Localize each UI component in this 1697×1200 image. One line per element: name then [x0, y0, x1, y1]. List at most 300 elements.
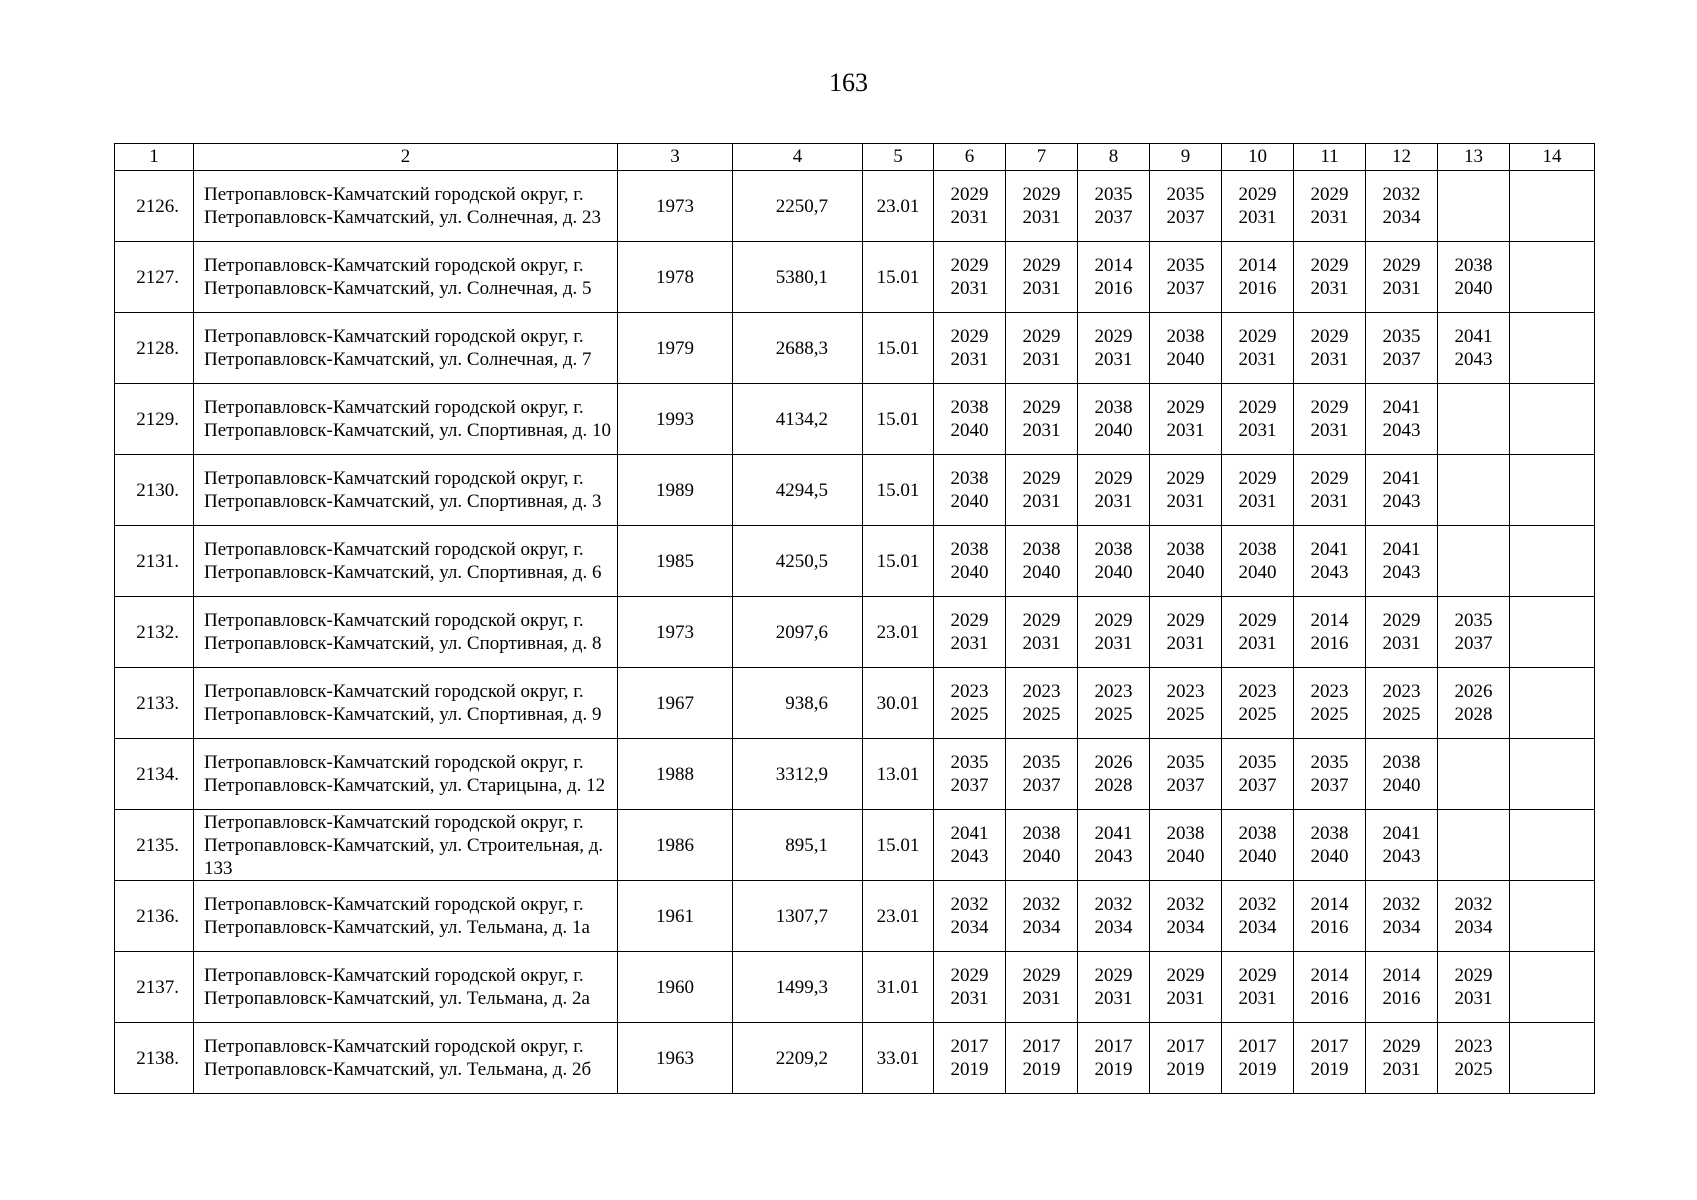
period-cell [1510, 313, 1595, 384]
period-end: 2031 [1310, 207, 1349, 228]
period-start: 2029 [1166, 468, 1205, 489]
year-cell: 1961 [618, 881, 733, 952]
period-cell [1078, 242, 1150, 313]
period-cell [934, 668, 1006, 739]
period-cell [1294, 952, 1366, 1023]
period-start: 2035 [1454, 610, 1493, 631]
period-end: 2031 [1310, 278, 1349, 299]
period-start: 2041 [1382, 397, 1421, 418]
period-end: 2034 [1022, 917, 1061, 938]
period-end: 2043 [1382, 491, 1421, 512]
row-number: 2132. [115, 597, 194, 668]
period-end: 2025 [1454, 1059, 1493, 1080]
period-end: 2031 [1238, 633, 1277, 654]
period-cell [1078, 810, 1150, 881]
period-start: 2038 [1022, 823, 1061, 844]
period-start: 2032 [1166, 894, 1205, 915]
period-start: 2029 [1238, 326, 1277, 347]
period-cell [1078, 668, 1150, 739]
period-start: 2032 [1238, 894, 1277, 915]
period-cell [1222, 313, 1294, 384]
period-cell [1510, 668, 1595, 739]
period-cell [1510, 242, 1595, 313]
period-end: 2031 [1310, 420, 1349, 441]
period-cell [1150, 1023, 1222, 1094]
period-cell [1006, 1023, 1078, 1094]
period-start: 2023 [1310, 681, 1349, 702]
period-start: 2032 [1382, 184, 1421, 205]
address-cell: Петропавловск-Камчатский городской округ, г. Петропавловск-Камчатский, ул. Спортивная, д. 8 [194, 597, 618, 668]
area-cell: 4250,5 [733, 526, 863, 597]
period-end: 2031 [1310, 349, 1349, 370]
period-cell [1294, 597, 1366, 668]
period-cell [1438, 526, 1510, 597]
year-cell: 1978 [618, 242, 733, 313]
table-row [115, 597, 1595, 668]
period-cell [1006, 455, 1078, 526]
period-cell [1366, 810, 1438, 881]
column-number-9: 9 [1150, 144, 1222, 171]
period-end: 2031 [1238, 988, 1277, 1009]
area-cell: 2688,3 [733, 313, 863, 384]
code-cell: 15.01 [863, 384, 934, 455]
period-cell [1150, 526, 1222, 597]
period-cell [1366, 171, 1438, 242]
period-cell [1006, 668, 1078, 739]
period-start: 2017 [1094, 1036, 1133, 1057]
period-cell [1006, 171, 1078, 242]
period-cell [1006, 739, 1078, 810]
period-cell [1366, 455, 1438, 526]
period-end: 2034 [1166, 917, 1205, 938]
period-start: 2029 [1310, 184, 1349, 205]
period-cell [1510, 810, 1595, 881]
period-end: 2019 [1238, 1059, 1277, 1080]
period-end: 2043 [1382, 562, 1421, 583]
period-end: 2031 [1094, 988, 1133, 1009]
period-cell [1438, 597, 1510, 668]
period-start: 2029 [950, 326, 989, 347]
table-row [115, 952, 1595, 1023]
period-cell [934, 455, 1006, 526]
period-cell [934, 810, 1006, 881]
column-number-4: 4 [733, 144, 863, 171]
row-number: 2135. [115, 810, 194, 881]
period-start: 2029 [1454, 965, 1493, 986]
period-cell [1366, 1023, 1438, 1094]
period-cell [1438, 455, 1510, 526]
address-cell: Петропавловск-Камчатский городской округ, г. Петропавловск-Камчатский, ул. Тельмана, д. 2б [194, 1023, 618, 1094]
period-cell [1078, 739, 1150, 810]
period-cell [1222, 526, 1294, 597]
period-start: 2029 [1094, 610, 1133, 631]
period-end: 2031 [1022, 278, 1061, 299]
period-cell [1078, 881, 1150, 952]
year-cell: 1963 [618, 1023, 733, 1094]
period-start: 2014 [1094, 255, 1133, 276]
period-start: 2029 [1238, 965, 1277, 986]
table-body [115, 171, 1595, 1094]
period-start: 2029 [1382, 610, 1421, 631]
area-cell: 3312,9 [733, 739, 863, 810]
period-start: 2038 [1022, 539, 1061, 560]
address-cell: Петропавловск-Камчатский городской округ, г. Петропавловск-Камчатский, ул. Тельмана, д. 2а [194, 952, 618, 1023]
period-end: 2031 [1238, 491, 1277, 512]
period-end: 2040 [950, 491, 989, 512]
code-cell: 13.01 [863, 739, 934, 810]
period-start: 2029 [1022, 326, 1061, 347]
period-cell [1006, 526, 1078, 597]
period-end: 2031 [1238, 207, 1277, 228]
column-number-row [115, 144, 1595, 171]
period-cell [1366, 597, 1438, 668]
period-cell [1078, 313, 1150, 384]
period-cell [1150, 455, 1222, 526]
code-cell: 23.01 [863, 597, 934, 668]
period-cell [1438, 171, 1510, 242]
period-start: 2017 [1022, 1036, 1061, 1057]
area-cell: 2209,2 [733, 1023, 863, 1094]
table-row [115, 810, 1595, 881]
period-cell [934, 952, 1006, 1023]
period-end: 2019 [1022, 1059, 1061, 1080]
period-end: 2031 [1166, 491, 1205, 512]
period-cell [1078, 455, 1150, 526]
row-number: 2127. [115, 242, 194, 313]
period-cell [1438, 810, 1510, 881]
period-end: 2016 [1094, 278, 1133, 299]
period-end: 2031 [950, 278, 989, 299]
period-cell [1510, 952, 1595, 1023]
column-number-11: 11 [1294, 144, 1366, 171]
period-start: 2032 [950, 894, 989, 915]
period-start: 2038 [950, 539, 989, 560]
period-end: 2034 [1382, 207, 1421, 228]
period-cell [1510, 455, 1595, 526]
period-end: 2037 [1454, 633, 1493, 654]
period-end: 2025 [1310, 704, 1349, 725]
period-start: 2038 [1238, 539, 1277, 560]
period-cell [1222, 810, 1294, 881]
period-end: 2031 [1310, 491, 1349, 512]
area-cell: 5380,1 [733, 242, 863, 313]
period-end: 2040 [1094, 420, 1133, 441]
code-cell: 15.01 [863, 313, 934, 384]
period-start: 2023 [1382, 681, 1421, 702]
period-start: 2029 [1310, 468, 1349, 489]
table-row [115, 881, 1595, 952]
period-end: 2019 [1094, 1059, 1133, 1080]
year-cell: 1986 [618, 810, 733, 881]
code-cell: 30.01 [863, 668, 934, 739]
period-end: 2031 [950, 988, 989, 1009]
period-end: 2016 [1310, 633, 1349, 654]
period-cell [934, 384, 1006, 455]
period-cell [1150, 668, 1222, 739]
period-start: 2029 [950, 255, 989, 276]
period-start: 2029 [1310, 255, 1349, 276]
code-cell: 15.01 [863, 455, 934, 526]
column-number-13: 13 [1438, 144, 1510, 171]
period-end: 2028 [1454, 704, 1493, 725]
period-start: 2041 [1454, 326, 1493, 347]
period-start: 2017 [1166, 1036, 1205, 1057]
period-cell [1366, 384, 1438, 455]
period-cell [1222, 739, 1294, 810]
period-cell [1150, 597, 1222, 668]
period-start: 2029 [1382, 255, 1421, 276]
period-start: 2023 [1166, 681, 1205, 702]
period-end: 2025 [1022, 704, 1061, 725]
period-start: 2035 [950, 752, 989, 773]
period-cell [1222, 1023, 1294, 1094]
address-cell: Петропавловск-Камчатский городской округ, г. Петропавловск-Камчатский, ул. Солнечная, д. 7 [194, 313, 618, 384]
period-end: 2040 [950, 420, 989, 441]
row-number: 2126. [115, 171, 194, 242]
period-start: 2038 [1238, 823, 1277, 844]
period-start: 2023 [1238, 681, 1277, 702]
period-cell [1222, 384, 1294, 455]
period-cell [1294, 313, 1366, 384]
period-cell [1366, 881, 1438, 952]
period-end: 2031 [1382, 278, 1421, 299]
period-cell [1510, 881, 1595, 952]
column-number-2: 2 [194, 144, 618, 171]
period-start: 2038 [1166, 326, 1205, 347]
period-start: 2029 [1238, 184, 1277, 205]
row-number: 2137. [115, 952, 194, 1023]
row-number: 2131. [115, 526, 194, 597]
period-end: 2031 [1238, 420, 1277, 441]
period-start: 2023 [950, 681, 989, 702]
period-start: 2038 [950, 468, 989, 489]
period-cell [1006, 952, 1078, 1023]
year-cell: 1973 [618, 597, 733, 668]
period-start: 2041 [1382, 468, 1421, 489]
period-end: 2016 [1382, 988, 1421, 1009]
period-start: 2029 [950, 610, 989, 631]
period-cell [934, 881, 1006, 952]
period-start: 2032 [1094, 894, 1133, 915]
year-cell: 1960 [618, 952, 733, 1023]
period-start: 2041 [1094, 823, 1133, 844]
period-cell [1078, 526, 1150, 597]
period-end: 2043 [1310, 562, 1349, 583]
period-end: 2031 [950, 207, 989, 228]
period-end: 2040 [1166, 846, 1205, 867]
code-cell: 23.01 [863, 171, 934, 242]
period-end: 2043 [950, 846, 989, 867]
period-start: 2014 [1310, 894, 1349, 915]
year-cell: 1967 [618, 668, 733, 739]
period-cell [1366, 739, 1438, 810]
period-cell [934, 739, 1006, 810]
period-end: 2031 [1166, 988, 1205, 1009]
period-start: 2038 [1310, 823, 1349, 844]
period-end: 2025 [1238, 704, 1277, 725]
period-cell [1222, 952, 1294, 1023]
period-end: 2043 [1094, 846, 1133, 867]
period-cell [934, 1023, 1006, 1094]
period-end: 2040 [1238, 846, 1277, 867]
address-cell: Петропавловск-Камчатский городской округ, г. Петропавловск-Камчатский, ул. Старицына, д. 12 [194, 739, 618, 810]
period-cell [1294, 810, 1366, 881]
period-cell [1510, 384, 1595, 455]
period-end: 2037 [1166, 775, 1205, 796]
period-cell [1294, 668, 1366, 739]
period-cell [1150, 171, 1222, 242]
period-start: 2029 [950, 965, 989, 986]
registry-table [114, 143, 1595, 1094]
table-row [115, 313, 1595, 384]
period-start: 2041 [1382, 539, 1421, 560]
period-start: 2029 [1094, 326, 1133, 347]
period-end: 2034 [1094, 917, 1133, 938]
code-cell: 33.01 [863, 1023, 934, 1094]
period-cell [1150, 810, 1222, 881]
period-start: 2029 [1022, 965, 1061, 986]
address-cell: Петропавловск-Камчатский городской округ, г. Петропавловск-Камчатский, ул. Солнечная, д. 5 [194, 242, 618, 313]
period-end: 2025 [1094, 704, 1133, 725]
period-end: 2034 [1238, 917, 1277, 938]
code-cell: 23.01 [863, 881, 934, 952]
period-cell [1006, 313, 1078, 384]
period-start: 2035 [1094, 184, 1133, 205]
period-cell [1294, 455, 1366, 526]
period-start: 2017 [1238, 1036, 1277, 1057]
table-row [115, 455, 1595, 526]
period-end: 2037 [1310, 775, 1349, 796]
period-end: 2037 [1382, 349, 1421, 370]
code-cell: 15.01 [863, 526, 934, 597]
period-cell [1366, 668, 1438, 739]
period-end: 2040 [1166, 562, 1205, 583]
period-start: 2023 [1022, 681, 1061, 702]
period-cell [1222, 668, 1294, 739]
row-number: 2129. [115, 384, 194, 455]
column-number-12: 12 [1366, 144, 1438, 171]
period-start: 2035 [1238, 752, 1277, 773]
period-end: 2031 [1022, 420, 1061, 441]
address-cell: Петропавловск-Камчатский городской округ, г. Петропавловск-Камчатский, ул. Спортивная, д. 10 [194, 384, 618, 455]
period-cell [1150, 952, 1222, 1023]
period-start: 2038 [1454, 255, 1493, 276]
column-number-8: 8 [1078, 144, 1150, 171]
period-end: 2031 [1022, 633, 1061, 654]
area-cell: 4294,5 [733, 455, 863, 526]
year-cell: 1989 [618, 455, 733, 526]
period-end: 2031 [1022, 491, 1061, 512]
address-cell: Петропавловск-Камчатский городской округ, г. Петропавловск-Камчатский, ул. Спортивная, д. 9 [194, 668, 618, 739]
period-cell [1294, 242, 1366, 313]
period-cell [1438, 1023, 1510, 1094]
period-end: 2031 [1382, 633, 1421, 654]
period-end: 2031 [950, 633, 989, 654]
period-start: 2032 [1454, 894, 1493, 915]
period-end: 2019 [950, 1059, 989, 1080]
period-end: 2028 [1094, 775, 1133, 796]
period-end: 2043 [1454, 349, 1493, 370]
period-cell [1438, 881, 1510, 952]
row-number: 2128. [115, 313, 194, 384]
period-cell [1294, 739, 1366, 810]
column-number-5: 5 [863, 144, 934, 171]
column-number-10: 10 [1222, 144, 1294, 171]
year-cell: 1979 [618, 313, 733, 384]
area-cell: 895,1 [733, 810, 863, 881]
period-start: 2014 [1382, 965, 1421, 986]
period-cell [1150, 881, 1222, 952]
period-cell [934, 597, 1006, 668]
period-cell [1510, 171, 1595, 242]
address-cell: Петропавловск-Камчатский городской округ, г. Петропавловск-Камчатский, ул. Спортивная, д. 3 [194, 455, 618, 526]
period-end: 2040 [1310, 846, 1349, 867]
period-start: 2029 [1238, 397, 1277, 418]
period-start: 2029 [1094, 965, 1133, 986]
table-row [115, 668, 1595, 739]
period-end: 2040 [950, 562, 989, 583]
period-start: 2029 [1022, 255, 1061, 276]
period-start: 2038 [1382, 752, 1421, 773]
period-end: 2025 [1382, 704, 1421, 725]
period-cell [1222, 597, 1294, 668]
period-cell [1222, 171, 1294, 242]
period-end: 2031 [1166, 420, 1205, 441]
code-cell: 15.01 [863, 810, 934, 881]
period-cell [1078, 952, 1150, 1023]
period-cell [1006, 881, 1078, 952]
period-cell [1366, 952, 1438, 1023]
period-start: 2029 [1310, 397, 1349, 418]
address-cell: Петропавловск-Камчатский городской округ, г. Петропавловск-Камчатский, ул. Солнечная, д. 23 [194, 171, 618, 242]
period-end: 2019 [1310, 1059, 1349, 1080]
period-end: 2031 [1022, 207, 1061, 228]
period-start: 2038 [950, 397, 989, 418]
column-number-7: 7 [1006, 144, 1078, 171]
period-cell [1150, 242, 1222, 313]
period-end: 2016 [1310, 917, 1349, 938]
period-end: 2034 [950, 917, 989, 938]
period-start: 2023 [1094, 681, 1133, 702]
code-cell: 15.01 [863, 242, 934, 313]
period-end: 2031 [1094, 491, 1133, 512]
table-row [115, 1023, 1595, 1094]
period-start: 2023 [1454, 1036, 1493, 1057]
period-cell [934, 313, 1006, 384]
period-end: 2040 [1022, 846, 1061, 867]
period-end: 2040 [1454, 278, 1493, 299]
period-cell [1150, 313, 1222, 384]
period-cell [934, 526, 1006, 597]
period-cell [1006, 597, 1078, 668]
period-end: 2037 [1022, 775, 1061, 796]
year-cell: 1988 [618, 739, 733, 810]
period-start: 2029 [1166, 397, 1205, 418]
period-end: 2025 [950, 704, 989, 725]
period-start: 2029 [1238, 610, 1277, 631]
period-cell [1222, 242, 1294, 313]
row-number: 2134. [115, 739, 194, 810]
period-end: 2040 [1166, 349, 1205, 370]
period-end: 2031 [1022, 988, 1061, 1009]
table-row [115, 171, 1595, 242]
period-end: 2037 [1166, 207, 1205, 228]
period-start: 2029 [1022, 184, 1061, 205]
period-cell [1222, 455, 1294, 526]
column-number-1: 1 [115, 144, 194, 171]
area-cell: 4134,2 [733, 384, 863, 455]
period-end: 2016 [1238, 278, 1277, 299]
